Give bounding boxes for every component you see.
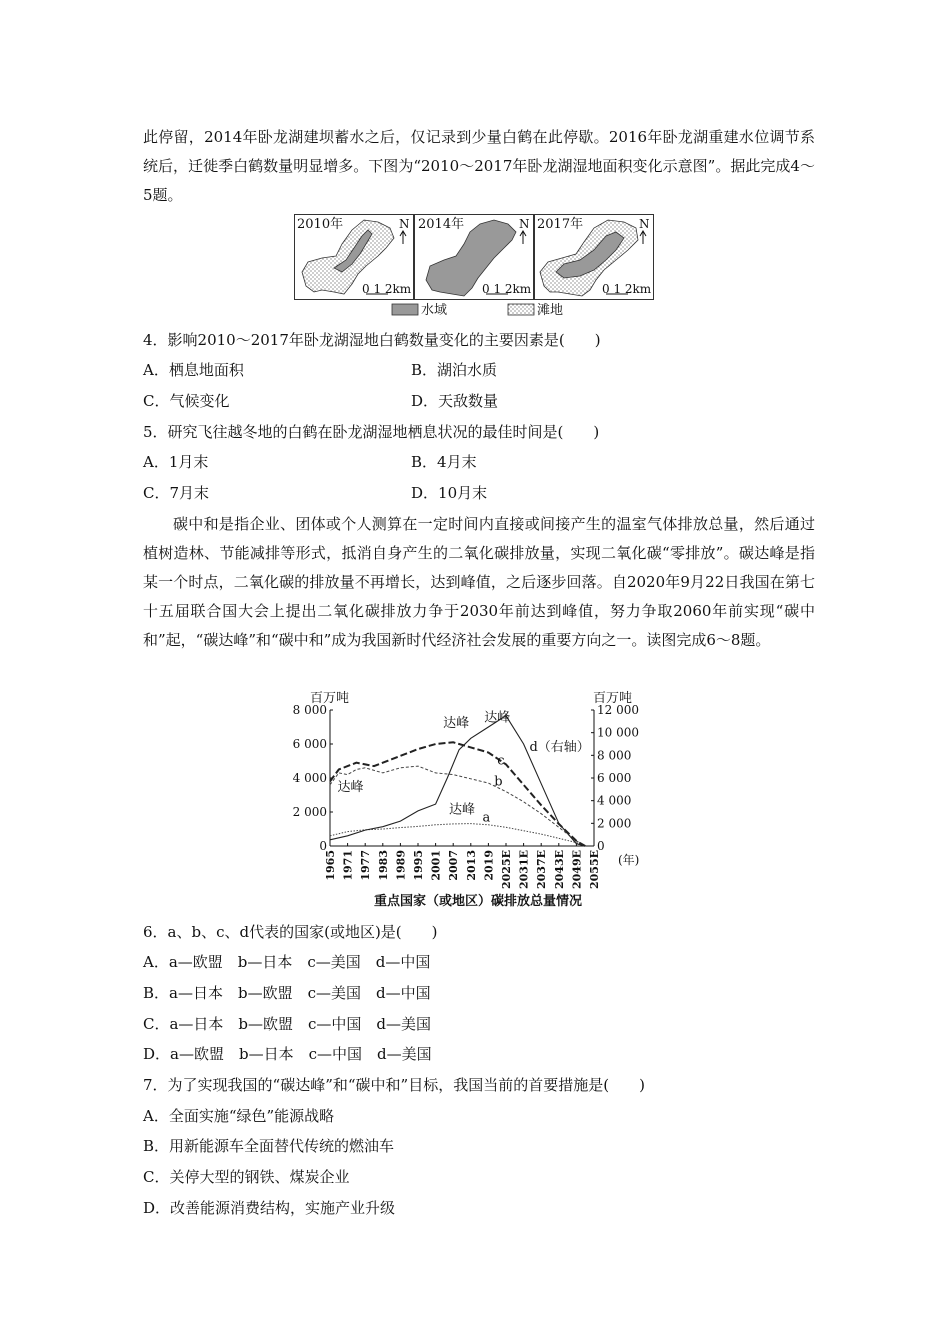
annotation-a: 达峰 xyxy=(448,802,476,818)
q6-stem: 6．a、b、c、d代表的国家(或地区)是( ) xyxy=(143,923,438,941)
right-axis-unit: 百万吨 xyxy=(593,691,633,706)
x-tick-label: 2037E xyxy=(535,850,549,889)
x-tick-label: 1977 xyxy=(359,850,373,881)
map-year-2014: 2014年 xyxy=(418,217,465,232)
q7-stem: 7．为了实现我国的“碳达峰”和“碳中和”目标，我国当前的首要措施是( ) xyxy=(143,1076,645,1094)
right-tick-label: 0 xyxy=(597,839,605,853)
map-year-2017: 2017年 xyxy=(537,217,584,232)
left-tick-label: 0 xyxy=(319,839,327,853)
right-tick-label: 2 000 xyxy=(597,816,632,831)
north-label: N xyxy=(399,217,410,231)
left-tick-label: 4 000 xyxy=(292,771,327,785)
q4-option-d[interactable]: D．天敌数量 xyxy=(411,392,499,410)
chart-title: 重点国家（或地区）碳排放总量情况 xyxy=(373,894,583,909)
q5-option-b[interactable]: B．4月末 xyxy=(411,453,477,471)
lake-area-map-figure xyxy=(294,214,658,320)
x-axis-unit: (年) xyxy=(618,853,640,867)
q5-option-a[interactable]: A．1月末 xyxy=(143,453,209,471)
q6-option-b[interactable]: B．a—日本 b—欧盟 c—美国 d—中国 xyxy=(143,984,431,1002)
north-label: N xyxy=(639,217,650,231)
intro-paragraph: 此停留，2014年卧龙湖建坝蓄水之后，仅记录到少量白鹤在此停歇。2016年卧龙湖重建水位调节系统后，迁徙季白鹤数量明显增多。下图为“2010～2017年卧龙湖湿地面积变化示意图”。据此完成4～5题。 xyxy=(143,128,815,204)
legend-beach-swatch xyxy=(508,304,534,315)
q7-option-b[interactable]: B．用新能源车全面替代传统的燃油车 xyxy=(143,1137,395,1155)
q7-option-c[interactable]: C．关停大型的钢铁、煤炭企业 xyxy=(143,1168,350,1186)
annotation-d: 达峰 xyxy=(484,710,511,726)
x-tick-label: 1995 xyxy=(412,850,425,881)
x-tick-label: 1971 xyxy=(341,850,355,881)
x-tick-label: 2013 xyxy=(464,850,478,881)
map-scale: 0 1 2km xyxy=(602,282,652,296)
legend-water-label: 水域 xyxy=(421,303,448,318)
x-tick-label: 1965 xyxy=(324,850,337,881)
annotation-b: b xyxy=(494,774,503,790)
x-tick-label: 1989 xyxy=(394,850,408,881)
q7-option-a[interactable]: A．全面实施“绿色”能源战略 xyxy=(143,1107,335,1125)
x-tick-label: 2001 xyxy=(429,850,443,881)
q4-option-a[interactable]: A．栖息地面积 xyxy=(143,361,244,379)
annotation-a: a xyxy=(482,810,491,826)
emission-chart xyxy=(288,686,668,912)
q5-option-c[interactable]: C．7月末 xyxy=(143,484,210,502)
q6-option-d[interactable]: D．a—欧盟 b—日本 c—中国 d—美国 xyxy=(143,1045,432,1063)
q5-option-d[interactable]: D．10月末 xyxy=(411,484,488,502)
annotation-b: 达峰 xyxy=(337,779,364,795)
series-a-line xyxy=(330,824,585,846)
map-scale: 0 1 2km xyxy=(362,282,412,296)
x-tick-label: 2007 xyxy=(447,850,461,881)
left-tick-label: 6 000 xyxy=(292,737,327,751)
q6-option-a[interactable]: A．a—欧盟 b—日本 c—美国 d—中国 xyxy=(143,953,431,971)
q7-option-d[interactable]: D．改善能源消费结构，实施产业升级 xyxy=(143,1199,396,1217)
x-tick-label: 1983 xyxy=(376,850,390,881)
x-tick-label: 2019 xyxy=(482,850,496,881)
q4-option-b[interactable]: B．湖泊水质 xyxy=(411,361,498,379)
right-tick-label: 12 000 xyxy=(597,703,639,717)
q6-option-c[interactable]: C．a—日本 b—欧盟 c—中国 d—美国 xyxy=(143,1015,432,1033)
map-legend xyxy=(392,302,563,318)
annotation-c: c xyxy=(497,753,505,769)
q5-stem: 5．研究飞往越冬地的白鹤在卧龙湖湿地栖息状况的最佳时间是( ) xyxy=(143,423,600,441)
north-label: N xyxy=(519,217,530,231)
legend-water-swatch xyxy=(392,304,418,315)
left-tick-label: 8 000 xyxy=(292,703,327,717)
map-scale: 0 1 2km xyxy=(482,282,532,296)
x-tick-label: 2049E xyxy=(570,850,584,889)
q4-stem: 4．影响2010～2017年卧龙湖湿地白鹤数量变化的主要因素是( ) xyxy=(143,331,601,349)
q4-option-c[interactable]: C．气候变化 xyxy=(143,392,230,410)
left-axis-unit: 百万吨 xyxy=(310,691,350,706)
x-tick-label: 2025E xyxy=(500,850,513,889)
right-tick-label: 4 000 xyxy=(597,793,632,808)
right-tick-label: 6 000 xyxy=(597,771,632,785)
series-c-line xyxy=(330,742,585,846)
right-tick-label: 8 000 xyxy=(597,748,632,763)
right-tick-label: 10 000 xyxy=(597,725,639,740)
carbon-passage: 碳中和是指企业、团体或个人测算在一定时间内直接或间接产生的温室气体排放总量，然后通过植树造林、节能减排等形式，抵消自身产生的二氧化碳排放量，实现二氧化碳“零排放”。碳达峰是指某一个时点，二氧化碳的排放量不再增长，达到峰值，之后逐步回落。自2020年9月22日我国在第七十五届联合国大会上提出二氧化碳排放力争于2030年前达到峰值，努力争取2060年前实现“碳中和”起，“碳达峰”和“碳中和”成为我国新时代经济社会发展的重要方向之一。读图完成6～8题。 xyxy=(143,515,815,649)
map-year-2010: 2010年 xyxy=(297,217,344,232)
left-tick-label: 2 000 xyxy=(292,805,327,819)
series-d-line xyxy=(330,716,585,846)
x-tick-label: 2031E xyxy=(517,850,531,889)
legend-beach-label: 滩地 xyxy=(537,303,564,318)
x-tick-label: 2043E xyxy=(552,850,566,889)
annotation-c: 达峰 xyxy=(443,716,470,731)
annotation-d: d（右轴） xyxy=(529,739,590,755)
x-tick-label: 2055E xyxy=(588,850,601,889)
